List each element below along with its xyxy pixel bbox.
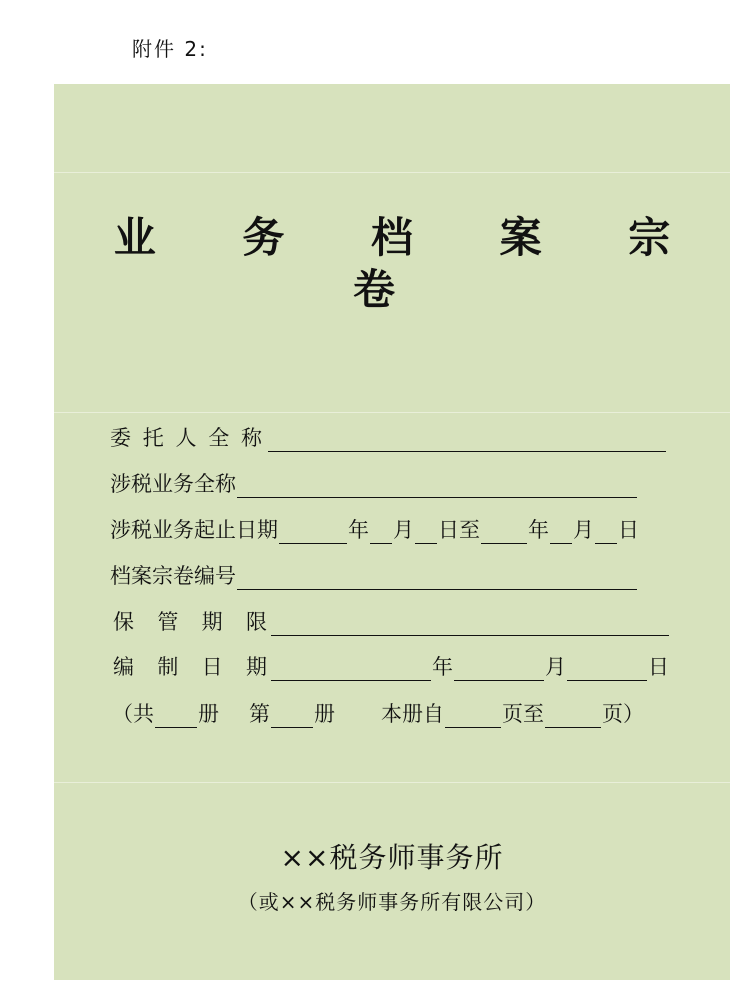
field-volume-pages [112, 698, 644, 728]
volume-open: （共 [112, 702, 154, 726]
period-label: 涉税业务起止日期 [110, 518, 278, 542]
archive-number-label: 档案宗卷编号 [110, 564, 236, 588]
volume-close: ） [623, 702, 644, 726]
field-compile-date [110, 651, 669, 681]
day-label: 日 [648, 655, 669, 679]
cover-title: 业 务 档 案 宗 卷 [113, 213, 707, 314]
firm-alt-name: （或××税务师事务所有限公司） [237, 890, 547, 914]
divider-bottom [54, 782, 730, 783]
page-label: 页 [502, 702, 523, 726]
volume-number-blank[interactable] [271, 703, 313, 728]
business-name-label: 涉税业务全称 [110, 472, 236, 496]
divider-top [54, 172, 730, 173]
volume-number-label: 第 [249, 702, 270, 726]
to-label: 至 [523, 702, 544, 726]
start-day-blank[interactable] [415, 519, 437, 544]
retention-blank[interactable] [271, 611, 669, 636]
client-name-blank[interactable] [268, 427, 666, 452]
field-retention-period [110, 606, 670, 636]
attachment-label: 附件 2: [132, 37, 208, 61]
client-name-label: 委 托 人 全 称 [110, 426, 262, 450]
field-business-period [110, 514, 639, 544]
field-archive-number [110, 560, 638, 590]
end-month-blank[interactable] [550, 519, 572, 544]
archive-cover [54, 84, 730, 980]
page-from-blank[interactable] [445, 703, 501, 728]
field-client-name [110, 422, 667, 452]
end-year-blank[interactable] [481, 519, 527, 544]
month-label: 月 [573, 518, 594, 542]
year-label: 年 [348, 518, 369, 542]
month-label: 月 [393, 518, 414, 542]
month-label: 月 [545, 655, 566, 679]
start-year-blank[interactable] [279, 519, 347, 544]
end-day-blank[interactable] [595, 519, 617, 544]
page-to-blank[interactable] [545, 703, 601, 728]
business-name-blank[interactable] [237, 473, 637, 498]
total-volumes-blank[interactable] [155, 703, 197, 728]
book-from-label: 本册自 [381, 702, 444, 726]
start-month-blank[interactable] [370, 519, 392, 544]
compile-date-label: 编 制 日 期 [113, 655, 267, 679]
volume-unit: 册 [198, 702, 219, 726]
compile-day-blank[interactable] [567, 656, 647, 681]
retention-label: 保 管 期 限 [113, 610, 267, 634]
page-label: 页 [602, 702, 623, 726]
to-label: 至 [459, 518, 480, 542]
day-label: 日 [438, 518, 459, 542]
archive-number-blank[interactable] [237, 565, 637, 590]
day-label: 日 [618, 518, 639, 542]
year-label: 年 [528, 518, 549, 542]
firm-name: ××税务师事务所 [280, 841, 504, 874]
volume-unit: 册 [314, 702, 335, 726]
compile-year-blank[interactable] [271, 656, 431, 681]
divider-middle [54, 412, 730, 413]
year-label: 年 [432, 655, 453, 679]
compile-month-blank[interactable] [454, 656, 544, 681]
field-business-name [110, 468, 638, 498]
